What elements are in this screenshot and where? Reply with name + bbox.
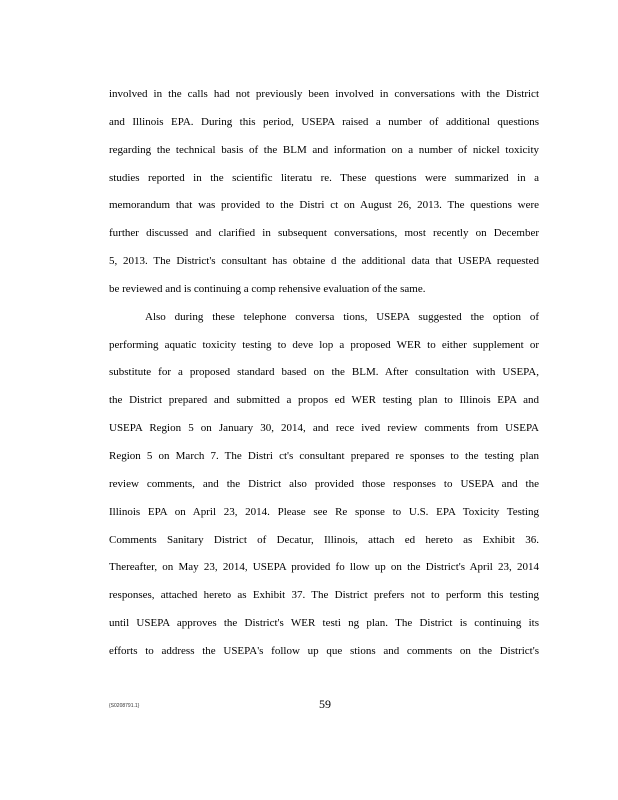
text-line: Illinois EPA on April 23, 2014. Please see Re sponse to U.S. EPA Toxicity Testing bbox=[109, 505, 539, 518]
text-line: be reviewed and is continuing a comp rehensive evaluation of the same. bbox=[109, 282, 426, 295]
text-line: performing aquatic toxicity testing to deve lop a proposed WER to either supplement or bbox=[109, 338, 539, 351]
text-line: review comments, and the District also provided those responses to USEPA and the bbox=[109, 477, 539, 490]
text-line: the District prepared and submitted a propos ed WER testing plan to Illinois EPA and bbox=[109, 394, 539, 407]
text-line: efforts to address the USEPA's follow up que stions and comments on the District's bbox=[109, 644, 539, 657]
text-line: USEPA Region 5 on January 30, 2014, and rece ived review comments from USEPA bbox=[109, 422, 539, 435]
text-line: Thereafter, on May 23, 2014, USEPA provided fo llow up on the District's April 23, 2014 bbox=[109, 561, 539, 574]
page-number: 59 bbox=[319, 697, 331, 711]
text-line: 5, 2013. The District's consultant has obtaine d the additional data that USEPA requested bbox=[109, 255, 539, 268]
text-line: until USEPA approves the District's WER testi ng plan. The District is continuing its bbox=[109, 617, 539, 630]
body-text bbox=[109, 86, 539, 671]
text-line: involved in the calls had not previously been involved in conversations with the District bbox=[109, 88, 539, 100]
text-line: Also during these telephone conversa tions, USEPA suggested the option of bbox=[145, 310, 539, 323]
text-line: Comments Sanitary District of Decatur, Illinois, attach ed hereto as Exhibit 36. bbox=[109, 533, 539, 546]
text-line: memorandum that was provided to the Distri ct on August 26, 2013. The questions were bbox=[109, 199, 539, 212]
text-line: Region 5 on March 7. The Distri ct's consultant prepared re sponses to the testing plan bbox=[109, 449, 539, 462]
text-line: further discussed and clarified in subsequent conversations, most recently on December bbox=[109, 227, 539, 240]
footer-document-id: {S0208791.1} bbox=[109, 703, 140, 709]
text-line: substitute for a proposed standard based on the BLM. After consultation with USEPA, bbox=[109, 366, 539, 379]
text-line: studies reported in the scientific literatu re. These questions were summarized in a bbox=[109, 171, 539, 184]
text-line: and Illinois EPA. During this period, USEPA raised a number of additional questions bbox=[109, 115, 539, 128]
text-line: responses, attached hereto as Exhibit 37. The District prefers not to perform this testing bbox=[109, 589, 539, 602]
text-line: regarding the technical basis of the BLM and information on a number of nickel toxicity bbox=[109, 143, 539, 156]
